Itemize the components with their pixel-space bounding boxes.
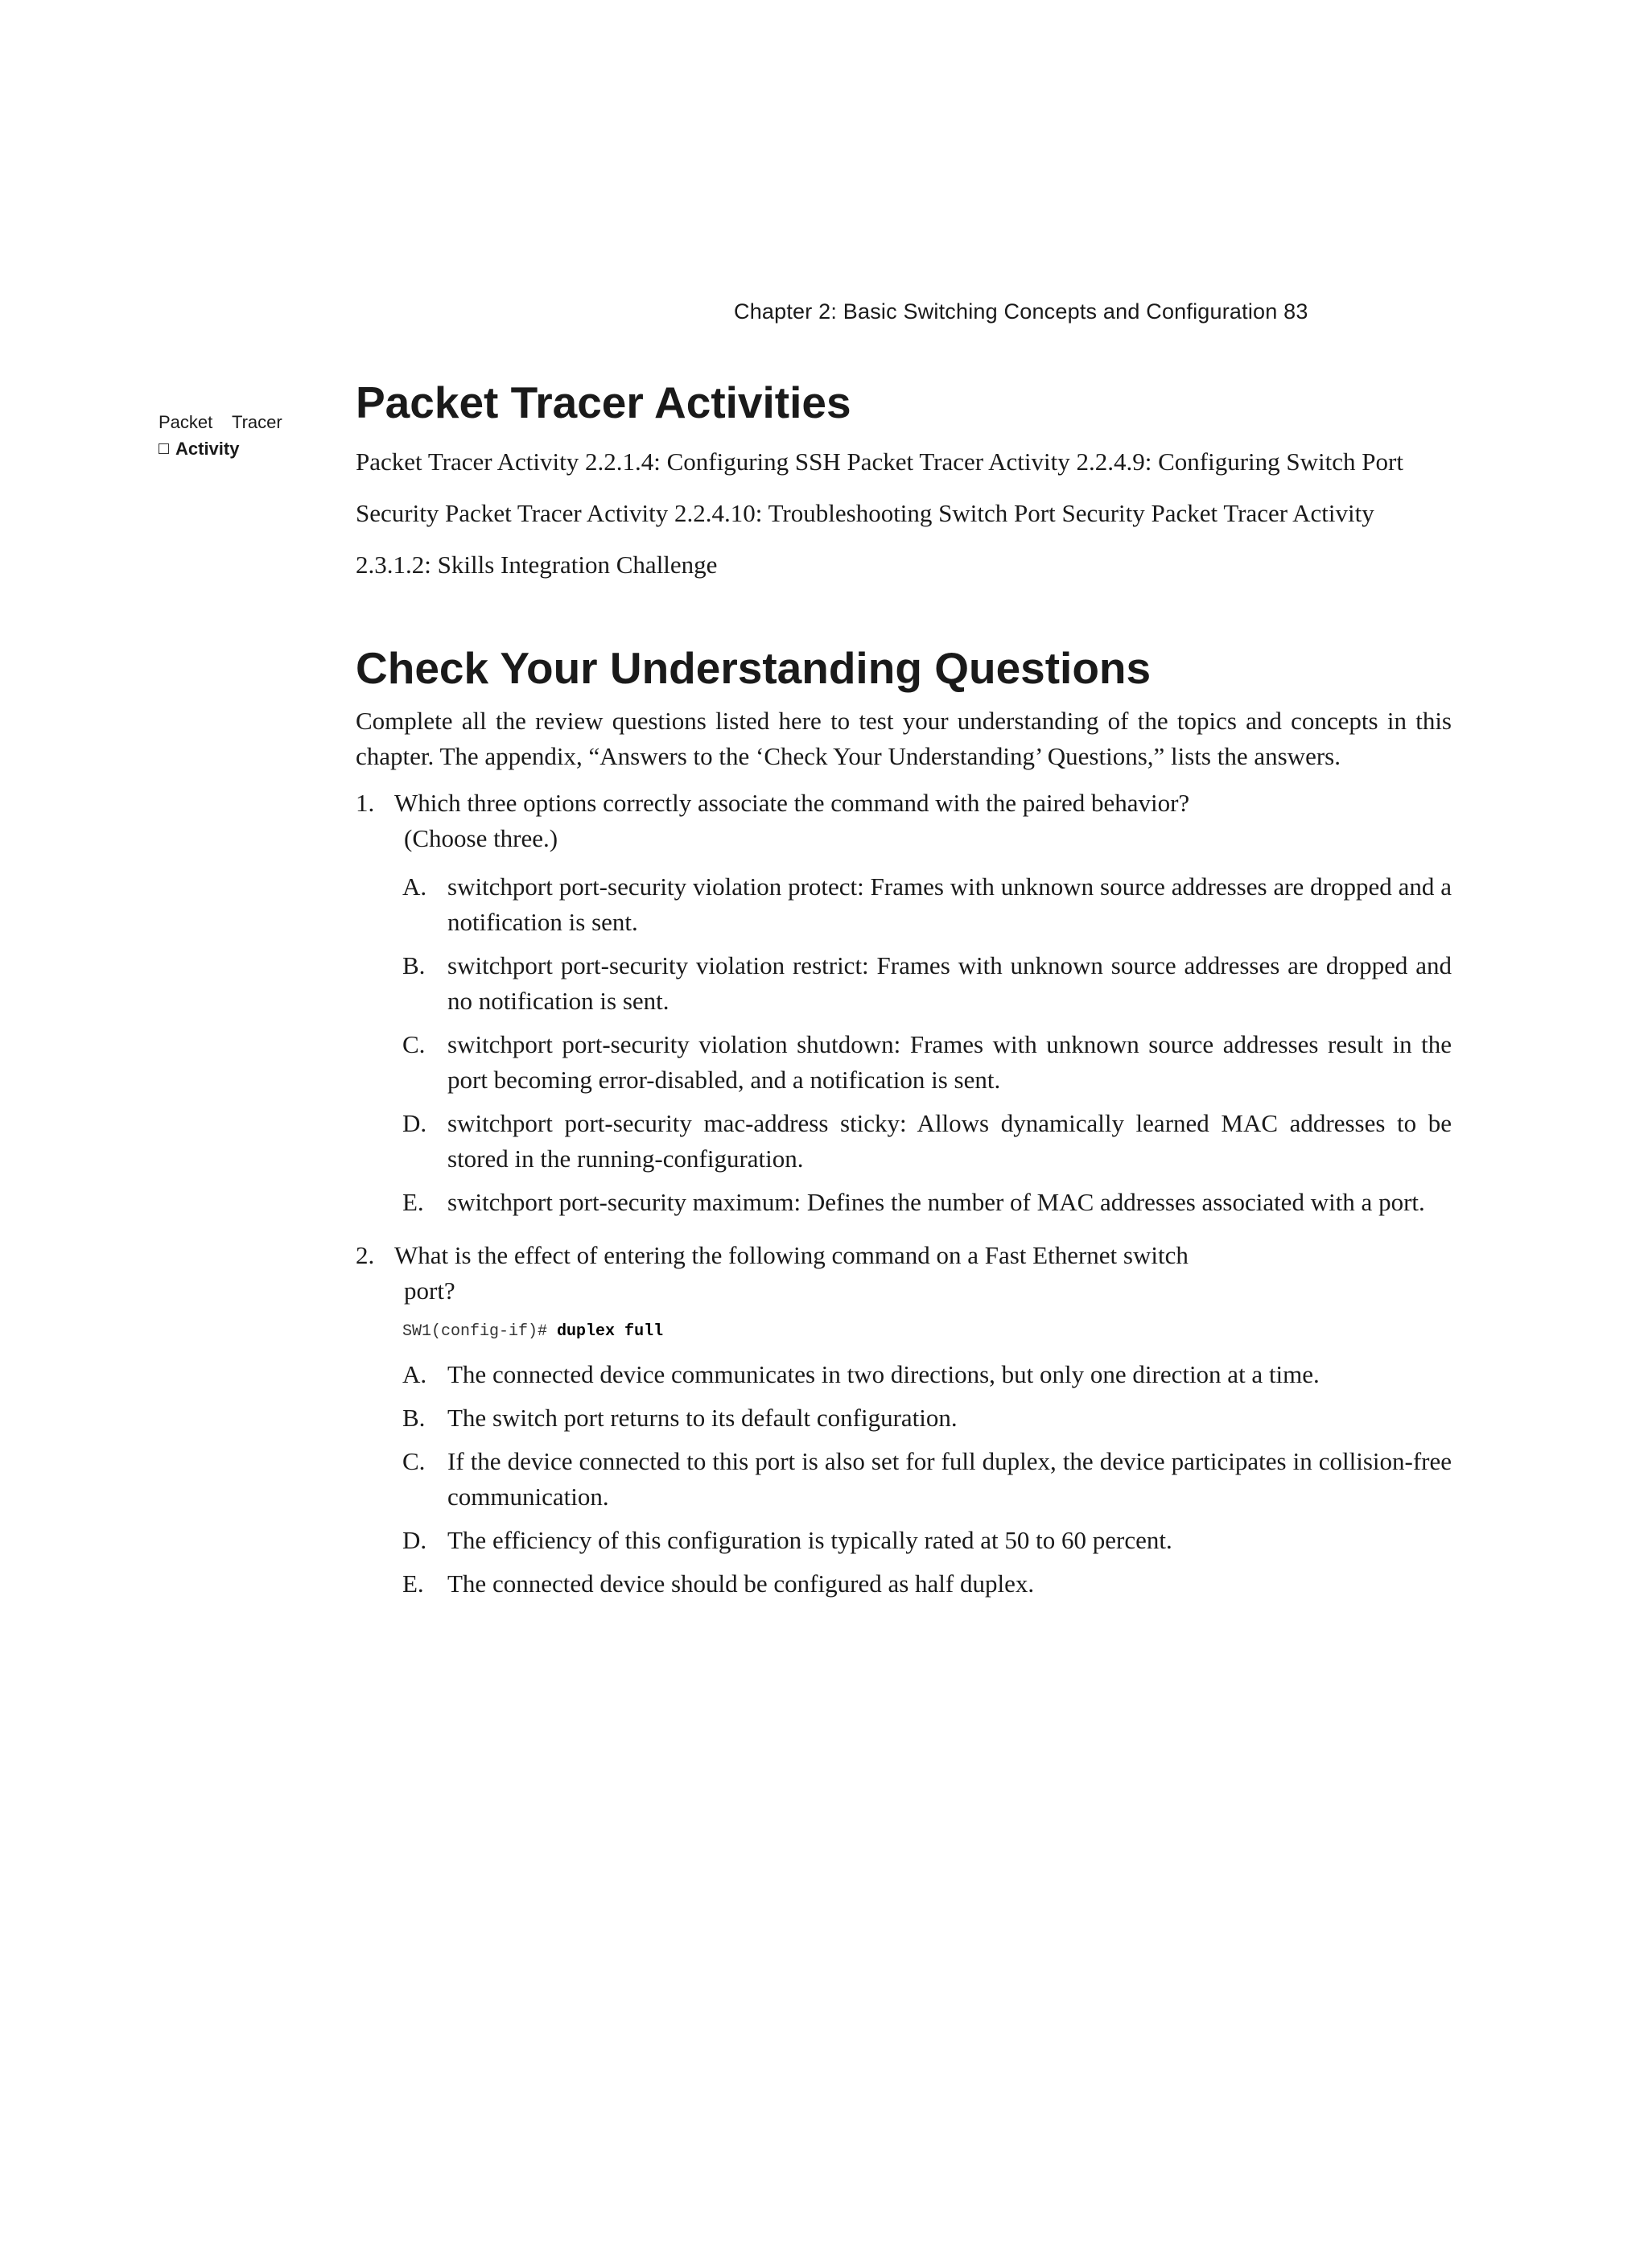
answer-option — [402, 1566, 1452, 1602]
answer-options — [402, 1357, 1452, 1602]
option-text: If the device connected to this port is also set for full duplex, the device participates in collision-free communication. — [447, 1447, 1452, 1511]
option-text: switchport port-security violation protect: Frames with unknown source addresses are dropped and a notification is sent. — [447, 872, 1452, 936]
answer-option — [402, 1027, 1452, 1098]
option-letter: B. — [402, 951, 426, 979]
question-1 — [356, 786, 1452, 1220]
page-content — [356, 372, 1452, 1610]
option-text: switchport port-security violation restrict: Frames with unknown source addresses are dropped and no notification is sent. — [447, 951, 1452, 1015]
option-text: switchport port-security mac-address sticky: Allows dynamically learned MAC addresses to be stored in the running-configuration. — [447, 1109, 1452, 1173]
answer-option — [402, 1523, 1452, 1558]
option-letter: C. — [402, 1447, 426, 1475]
answer-option — [402, 1185, 1452, 1220]
option-letter: E. — [402, 1188, 424, 1216]
question-stem-continued: port? — [404, 1276, 455, 1305]
margin-note-label: Packet Tracer — [159, 412, 282, 432]
option-letter: D. — [402, 1109, 427, 1137]
answer-option — [402, 1444, 1452, 1515]
margin-note — [159, 409, 282, 462]
answer-option — [402, 869, 1452, 940]
question-number: 2. — [356, 1241, 375, 1269]
option-letter: B. — [402, 1404, 426, 1432]
option-letter: A. — [402, 1360, 427, 1388]
answer-option — [402, 948, 1452, 1019]
option-letter: A. — [402, 872, 427, 901]
option-letter: C. — [402, 1030, 426, 1058]
answer-option — [402, 1400, 1452, 1436]
question-2 — [356, 1238, 1452, 1602]
box-icon — [159, 443, 169, 454]
activities-list: Packet Tracer Activity 2.2.1.4: Configuring SSH Packet Tracer Activity 2.2.4.9: Configuring Switch Port Security Packet Tracer Activity 2.2.4.10: Troubleshooting Switch Port Security Packet Tracer Activity 2.3.1.2: Skills Integration Challenge — [356, 447, 1403, 579]
option-letter: D. — [402, 1526, 427, 1554]
command-example — [402, 1320, 1452, 1344]
question-number: 1. — [356, 789, 375, 817]
option-text: The connected device should be configured as half duplex. — [447, 1569, 1035, 1598]
option-text: switchport port-security violation shutdown: Frames with unknown source addresses result in the port becoming error-disabled, and a notification is sent. — [447, 1030, 1452, 1094]
section-heading-check: Check Your Understanding Questions — [356, 643, 1152, 693]
running-head: Chapter 2: Basic Switching Concepts and Configuration 83 — [734, 299, 1308, 324]
option-text: The switch port returns to its default configuration. — [447, 1404, 958, 1432]
option-text: switchport port-security maximum: Defines the number of MAC addresses associated with a port. — [447, 1188, 1425, 1216]
command-keyword: duplex full — [557, 1322, 664, 1341]
option-letter: E. — [402, 1569, 424, 1598]
command-prompt: SW1(config-if)# — [402, 1322, 548, 1341]
answer-option — [402, 1357, 1452, 1392]
check-intro: Complete all the review questions listed here to test your understanding of the topics and concepts in this chapter. The appendix, “Answers to the ‘Check Your Understanding’ Questions,” lists the answers. — [356, 707, 1452, 770]
section-heading-activities: Packet Tracer Activities — [356, 377, 851, 427]
question-stem: What is the effect of entering the following command on a Fast Ethernet switch — [394, 1241, 1189, 1269]
option-text: The efficiency of this configuration is typically rated at 50 to 60 percent. — [447, 1526, 1172, 1554]
question-stem: Which three options correctly associate the command with the paired behavior? — [394, 789, 1190, 817]
answer-options — [402, 869, 1452, 1220]
answer-option — [402, 1106, 1452, 1177]
option-text: The connected device communicates in two directions, but only one direction at a time. — [447, 1360, 1320, 1388]
margin-note-activity: Activity — [175, 439, 240, 459]
question-stem-continued: (Choose three.) — [404, 824, 558, 852]
